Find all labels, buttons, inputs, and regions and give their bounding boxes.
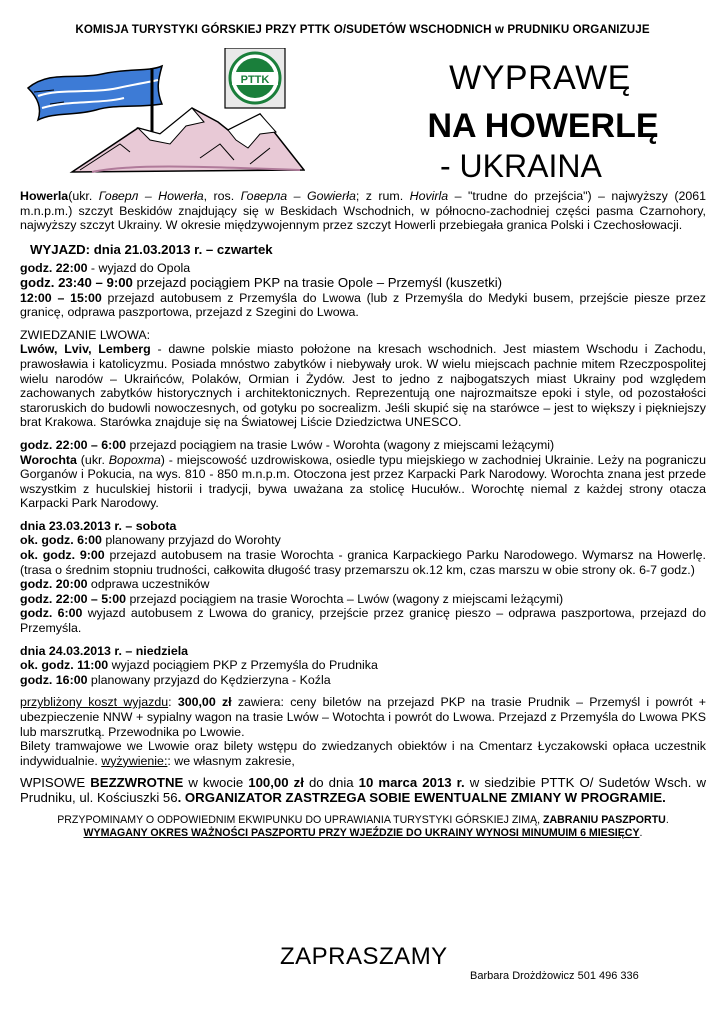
schedule-text: wyjazd autobusem z Lwowa do granicy, przejście przez granicę pieszo – odprawa paszportowa, przejazd do Przemyśla. bbox=[20, 606, 706, 636]
intro-ros: Говерла – Gowierła bbox=[240, 189, 356, 203]
worochta-text: ) - miejscowość uzdrowiskowa, osiedle typu miejskiego w zachodniej Ukrainie. Leży na pograniczu Gorganów i Pokucia, na wys. 810 - 850 m.n.p.m. Otoczona jest przez Karpacki Park Narodowy. Worochta znana jest przede wszystkim z huculskiej historii i tradycji, bywa uważana za stolicę Hucułów.. Worochtę niemal z każdej strony otacza Karpacki Park Narodowy. bbox=[20, 452, 706, 511]
schedule-item bbox=[20, 533, 706, 548]
schedule-text: planowany przyjazd do Kędzierzyna - Koźla bbox=[87, 672, 331, 687]
intro-text: , ros. bbox=[203, 189, 241, 203]
schedule-time: godz. 22:00 – 6:00 bbox=[20, 437, 127, 452]
intro-text: (ukr. bbox=[68, 189, 99, 203]
schedule-text: przejazd autobusem z Przemyśla do Lwowa (lub z Przemyśla do Medyki busem, przejście piesze przez granicę, odprawa paszportowa, przejazd z Szegini do Lwowa. bbox=[20, 290, 706, 320]
cost-text: zawiera: ceny biletów na przejazd PKP na trasie Prudnik – Przemyśl i powrót + ubezpieczenie NNW + sypialny wagon na trasie Lwów – Wotochta i powrót do Lwowa. Przejazd z Przemyśla do Lwowa PKS lub marszrutką. Przewodnika po Lwowie. bbox=[20, 695, 707, 739]
passport-note: WYMAGANY OKRES WAŻNOŚCI PASZPORTU PRZY WJEŹDZIE DO UKRAINY WYNOSI MINUMUIM 6 MIESIĘCY. bbox=[83, 826, 643, 839]
worochta-text: (ukr. bbox=[76, 452, 109, 467]
intro-text: – "trudne do przejścia") – najwyższy (2061 m.n.p.m.) szczyt Beskidów znajdujący się w Beskidach Wschodnich, w północno-zachodniej części pasma Czarnohory, najwyższy szczyt Ukrainy. W okresie międzywojennym przez szczyt Howerli przebiegała granica Polski i Czechosłowacji. bbox=[20, 189, 707, 233]
title-line-3: - UKRAINA bbox=[440, 148, 602, 184]
schedule-text: odprawa uczestników bbox=[87, 577, 210, 592]
schedule-time: godz. 20:00 bbox=[20, 577, 88, 592]
mountain-flag-illustration bbox=[20, 48, 305, 176]
cost-amount: 300,00 zł bbox=[177, 695, 232, 710]
schedule-time: godz. 6:00 bbox=[20, 606, 83, 621]
schedule-text: przejazd pociągiem na trasie Worochta – Lwów (wagony z miejscami leżącymi) bbox=[126, 591, 564, 606]
contact-signature: Barbara Drożdżowicz 501 496 336 bbox=[470, 970, 639, 982]
night-train bbox=[20, 438, 706, 453]
body-text bbox=[20, 189, 706, 840]
food-label: wyżywienie: bbox=[101, 753, 168, 768]
schedule-time: 12:00 – 15:00 bbox=[20, 290, 102, 305]
schedule-time: godz. 22:00 bbox=[20, 261, 88, 276]
fee-amount: 100,00 zł bbox=[248, 775, 304, 791]
fee-paragraph: WPISOWE BEZZWROTNE w kwocie 100,00 zł do dnia 10 marca 2013 r. w siedzibie PTTK O/ Sudetów Wsch. w Prudniku, ul. Kościuszki 56. ORGANIZATOR ZASTRZEGA SOBIE EWENTUALNE ZMIANY W PROGRAMIE. bbox=[20, 775, 706, 805]
schedule-time: ok. godz. 11:00 bbox=[20, 658, 109, 673]
intro-text: ; z rum. bbox=[355, 189, 410, 203]
title-line-2: NA HOWERLĘ bbox=[427, 107, 659, 145]
intro-paragraph bbox=[20, 189, 706, 233]
schedule-text: planowany przyjazd do Worohty bbox=[101, 533, 281, 548]
worochta-paragraph bbox=[20, 453, 706, 511]
lwow-paragraph bbox=[20, 342, 706, 430]
schedule-time: godz. 16:00 bbox=[20, 672, 88, 687]
schedule-item bbox=[20, 592, 706, 607]
schedule-text: przejazd pociągiem na trasie Lwów - Worohta (wagony z miejscami leżącymi) bbox=[126, 437, 555, 452]
mountains-icon bbox=[72, 108, 304, 172]
organizer-line: KOMISJA TURYSTYKI GÓRSKIEJ PRZY PTTK O/SUDETÓW WSCHODNICH w PRUDNIKU ORGANIZUJE bbox=[75, 23, 650, 36]
lwow-text: - dawne polskie miasto położone na kresach wschodnich. Jest miastem Wschodu i Zachodu, prawosławia i katolicyzmu. Posiada mnóstwo zabytków i niebywały urok. W wielu miejscach pachnie mitem Rzeczpospolitej wielu narodów – Ukraińców, Polaków, Ormian i Żydów. Jest to jedno z najbogatszych miast Ukrainy pod względem zachowanych zabytków historycznych i architektonicznych. Reprezentują one najrozmaitsze epoki i style, od pozostałości staroruskich do budowli nowoczesnych, od gotyku po socrealizm. Jeśli skupić się na starówce – jest to większy i piękniejszy brat Krakowa. Starówka znajduje się na Światowej Liście Dziedzictwa UNESCO. bbox=[20, 342, 706, 430]
intro-rum: Hovirla bbox=[409, 189, 449, 203]
schedule-text: wyjazd pociągiem PKP z Przemyśla do Prudnika bbox=[108, 658, 378, 673]
schedule-text: przejazd pociągiem PKP na trasie Opole – Przemyśl (kuszetki) bbox=[132, 274, 503, 290]
day2-heading: dnia 23.03.2013 r. – sobota bbox=[20, 518, 177, 533]
departure-heading: WYJAZD: dnia 21.03.2013 r. – czwartek bbox=[30, 241, 273, 257]
schedule-item bbox=[20, 658, 706, 673]
title-line-1: WYPRAWĘ bbox=[449, 59, 631, 97]
schedule-item bbox=[20, 276, 706, 291]
schedule-time: ok. godz. 6:00 bbox=[20, 533, 102, 548]
schedule-item bbox=[20, 606, 706, 635]
schedule-item bbox=[20, 261, 706, 276]
schedule-item bbox=[20, 673, 706, 688]
intro-name: Howerla bbox=[20, 189, 69, 203]
worochta-name: Worochta bbox=[20, 452, 77, 467]
cost-paragraph: przybliżony koszt wyjazdu: 300,00 zł zawiera: ceny biletów na przejazd PKP na trasie Prudnik – Przemyśl i powrót + ubezpieczenie NNW + sypialny wagon na trasie Lwów – Wotochta i powrót do Lwowa. Przejazd z Przemyśla do Lwowa PKS lub marszrutką. Przewodnika po Lwowie. bbox=[20, 695, 707, 739]
cost-extra: Bilety tramwajowe we Lwowie oraz bilety wstępu do zwiedzanych obiektów i na Cmentarz Łyczakowski opłaca uczestnik indywidualnie. wyżywienie:: we własnym zakresie, bbox=[20, 739, 706, 768]
schedule-text: - wyjazd do Opola bbox=[87, 261, 191, 276]
lwow-heading: ZWIEDZANIE LWOWA: bbox=[20, 327, 151, 342]
reminder-line: PRZYPOMINAMY O ODPOWIEDNIM EKWIPUNKU DO UPRAWIANIA TURYSTYKI GÓRSKIEJ ZIMĄ, ZABRANIU PASZPORTU. bbox=[57, 813, 669, 826]
fee-deadline: 10 marca 2013 r. bbox=[358, 775, 465, 791]
schedule-time: ok. godz. 9:00 bbox=[20, 548, 105, 563]
schedule-time: godz. 23:40 – 9:00 bbox=[20, 274, 133, 290]
schedule-time: godz. 22:00 – 5:00 bbox=[20, 591, 127, 606]
schedule-text: przejazd autobusem na trasie Worochta - granica Karpackiego Parku Narodowego. Wymarsz na Howerlę. (trasa o średnim stopniu trudności, całkowita długość trasy przemarszu ok.12 km, czas marszu w obie strony ok. 6-7 godz.) bbox=[20, 548, 706, 577]
pttk-logo-text: PTTK bbox=[240, 74, 270, 86]
day3-heading: dnia 24.03.2013 r. – niedziela bbox=[20, 643, 189, 658]
schedule-item bbox=[20, 577, 706, 592]
closing-invitation: ZAPRASZAMY bbox=[280, 943, 448, 970]
worochta-ukr: Ворохта bbox=[108, 452, 161, 467]
schedule-item bbox=[20, 291, 706, 320]
cost-label: przybliżony koszt wyjazdu bbox=[20, 695, 169, 710]
intro-ukr: Говерл – Howerła bbox=[98, 189, 204, 203]
pttk-logo bbox=[225, 48, 285, 108]
lwow-name: Lwów, Lviv, Lemberg bbox=[20, 342, 151, 357]
schedule-item bbox=[20, 548, 706, 577]
